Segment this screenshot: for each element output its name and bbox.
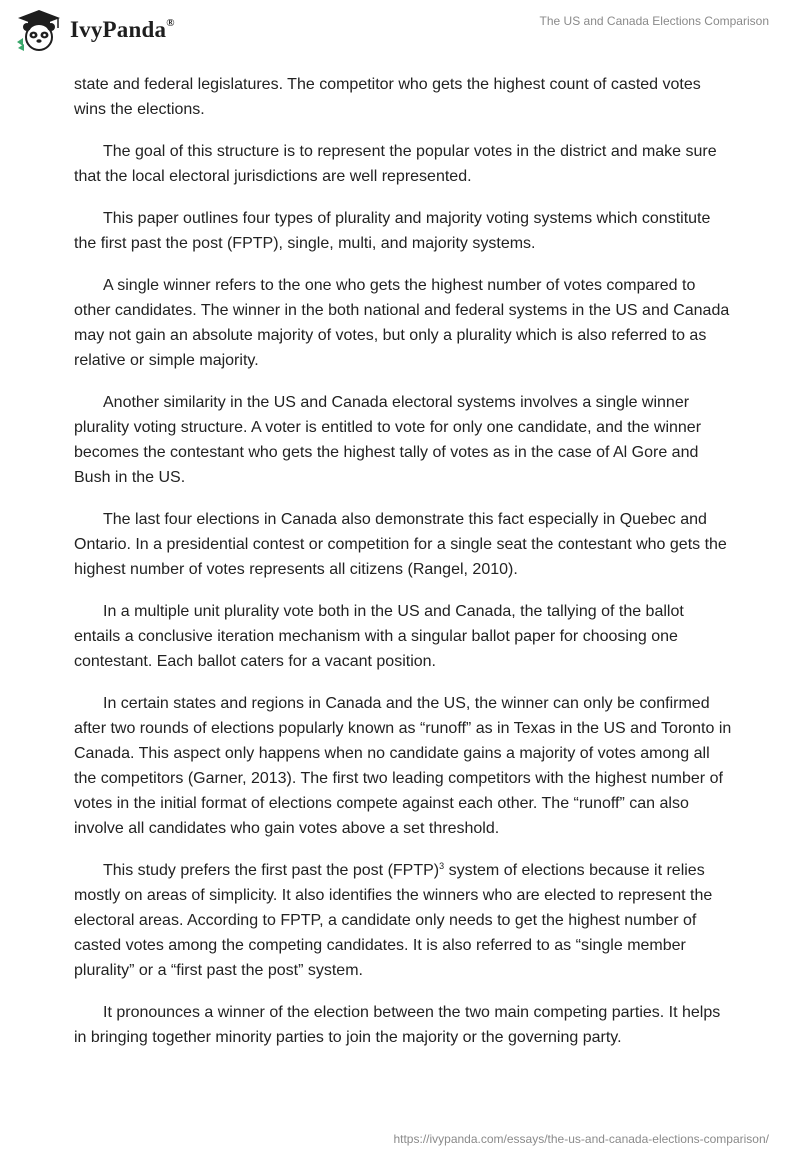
paragraph-5: Another similarity in the US and Canada electoral systems involves a single winner plurality voting structure. A voter is entitled to vote for only one candidate, and the winner becomes the contestant who gets the highest tally of votes as in the case of Al Gore and Bush in the US. — [74, 394, 702, 486]
document-title: The US and Canada Elections Comparison — [539, 14, 769, 28]
footnote-marker[interactable]: 3 — [439, 861, 445, 871]
paragraph-7: In a multiple unit plurality vote both in the US and Canada, the tallying of the ballot entails a conclusive iteration mechanism with a singular ballot paper for choosing one contestant. Each ballot caters for a vacant position. — [74, 603, 684, 670]
paragraph-9: This study prefers the first past the post (FPTP)$^3$ system of elections because it relies mostly on areas of simplicity. It also identifies the winners who are elected to represent the electoral areas. According to FPTP, a candidate only needs to get the highest number of casted votes among the competing candidates. It is also referred to as “single member plurality” or a “first past the post” system. — [74, 861, 713, 979]
paragraph-6: The last four elections in Canada also demonstrate this fact especially in Quebec and Ontario. In a presidential contest or competition for a single seat the contestant who gets the highest number of votes represents all citizens (Rangel, 2010). — [74, 511, 727, 578]
paragraph-4: A single winner refers to the one who gets the highest number of votes compared to other candidates. The winner in the both national and federal systems in the US and Canada may not gain an absolute majority of votes, but only a plurality which is also referred to as relative or simple majority. — [74, 277, 730, 369]
paragraph-2: The goal of this structure is to represent the popular votes in the district and make sure that the local electoral jurisdictions are well represented. — [74, 143, 717, 185]
page-header — [0, 0, 800, 62]
paragraph-8: In certain states and regions in Canada and the US, the winner can only be confirmed after two rounds of elections popularly known as “runoff” as in Texas in the US and Toronto in Canada. This aspect only happens when no candidate gains a majority of votes among all the competitors (Garner, 2013). The first two leading competitors with the highest number of votes in the initial format of elections compete against each other. The “runoff” can also involve all candidates who gain votes above a set threshold. — [74, 695, 732, 837]
paragraph-1: state and federal legislatures. The competitor who gets the highest count of casted votes wins the elections. — [74, 76, 701, 118]
paragraph-10: It pronounces a winner of the election between the two main competing parties. It helps in bringing together minority parties to join the majority or the governing party. — [74, 1004, 721, 1046]
logo[interactable] — [14, 8, 175, 52]
source-url[interactable]: https://ivypanda.com/essays/the-us-and-canada-elections-comparison/ — [393, 1132, 769, 1146]
paragraph-3: This paper outlines four types of plurality and majority voting systems which constitute the first past the post (FPTP), single, multi, and majority systems. — [74, 210, 711, 252]
panda-graduate-icon — [14, 8, 64, 52]
brand-name: IvyPanda® — [70, 17, 175, 42]
essay-body — [74, 72, 734, 1067]
